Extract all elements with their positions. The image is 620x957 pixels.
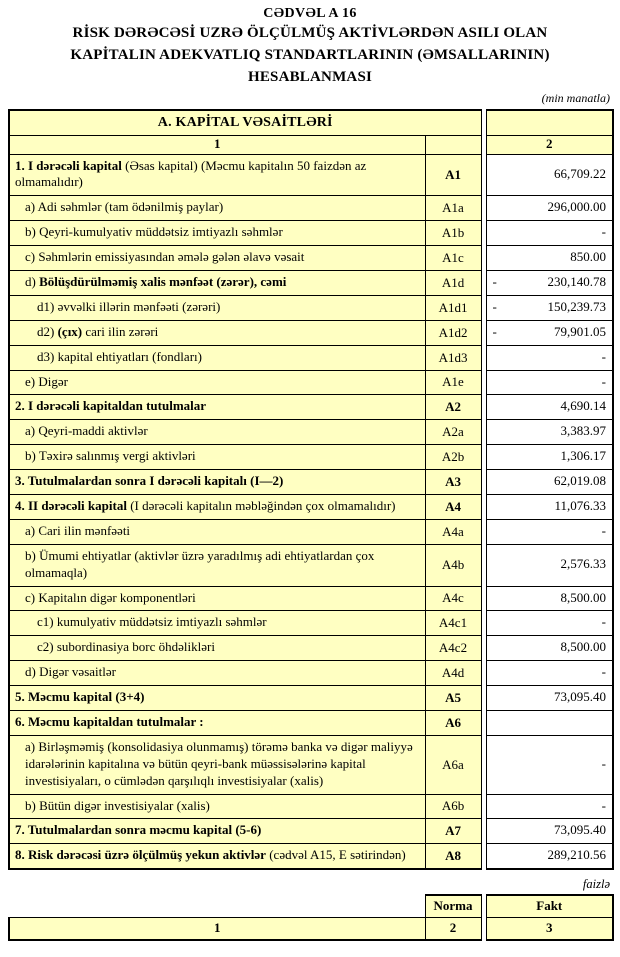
row-label-pre: d1) əvvəlki illərin mənfəəti (zərəri) [37, 298, 221, 314]
row-label-pre: c) Kapitalın digər komponentləri [25, 589, 196, 605]
fakt-header: Fakt [486, 895, 613, 918]
row-label-pre: a) Qeyri-maddi aktivlər [25, 423, 148, 439]
row-code: A4c1 [425, 611, 481, 636]
row-code: A1b [425, 221, 481, 246]
value-amount: 11,076.33 [554, 497, 607, 513]
footer-col-number-2: 2 [425, 918, 481, 941]
row-value [486, 544, 613, 586]
row-value [486, 154, 613, 196]
row-value [486, 196, 613, 221]
value-amount: 8,500.00 [560, 639, 607, 655]
row-label-cell [9, 470, 425, 495]
row-code: A4d [425, 661, 481, 686]
row-value [486, 519, 613, 544]
row-code: A4 [425, 494, 481, 519]
table-row [9, 320, 613, 345]
norma-header: Norma [425, 895, 481, 918]
value-minus-sign: - [492, 298, 497, 314]
row-label-pre: a) Cari ilin mənfəəti [25, 522, 131, 538]
table-row [9, 345, 613, 370]
row-code: A1d [425, 270, 481, 295]
row-code: A1a [425, 196, 481, 221]
capital-table-body [9, 110, 613, 869]
col-number-1: 1 [9, 136, 425, 154]
table-row [9, 154, 613, 196]
capital-table [8, 109, 614, 870]
row-value [486, 295, 613, 320]
row-code: A7 [425, 819, 481, 844]
table-row [9, 395, 613, 420]
row-label-cell [9, 686, 425, 711]
row-label-cell [9, 544, 425, 586]
table-row [9, 844, 613, 869]
value-amount: 73,095.40 [554, 822, 607, 838]
row-label-pre: d3) kapital ehtiyatları (fondları) [37, 348, 202, 364]
table-row [9, 221, 613, 246]
row-label-cell [9, 420, 425, 445]
row-code: A1d1 [425, 295, 481, 320]
row-label-bold: 4. II dərəcəli kapital [15, 497, 127, 513]
row-label-cell [9, 445, 425, 470]
row-value [486, 420, 613, 445]
row-code: A4b [425, 544, 481, 586]
row-value [486, 661, 613, 686]
row-label-pre: d2) [37, 323, 58, 339]
value-amount: - [601, 664, 607, 680]
row-label-bold: 7. Tutulmalardan sonra məcmu kapital (5-6) [15, 822, 262, 838]
value-minus-sign: - [492, 323, 497, 339]
spacer-cell [9, 895, 425, 918]
row-value [486, 494, 613, 519]
row-value [486, 395, 613, 420]
row-code: A6 [425, 710, 481, 735]
row-code: A1e [425, 370, 481, 395]
row-value [486, 470, 613, 495]
row-label-pre: b) Bütün digər investisiyalar (xalis) [25, 797, 210, 813]
page-title-line-2: KAPİTALIN ADEKVATLIQ STANDARTLARININ (ƏMSALLARININ) [70, 46, 550, 63]
row-label-pre: a) Birləşməmiş (konsolidasiya olunmamış) törəmə banka və digər maliyyə idarələrinin kapitalına və bütün qeyri-bank müəssisələrinə kapital investisiyaları, o cümlədən qarşılıqlı investisiyalar (xalis) [25, 738, 413, 788]
page-title [8, 23, 612, 88]
table-row [9, 246, 613, 271]
row-value [486, 345, 613, 370]
value-amount: 850.00 [570, 249, 607, 265]
page-title-line-1: RİSK DƏRƏCƏSİ UZRƏ ÖLÇÜLMÜŞ AKTİVLƏRDƏN ASILI OLAN [72, 25, 548, 41]
row-label-cell [9, 345, 425, 370]
row-label-cell [9, 221, 425, 246]
row-label-rest: (cədvəl A15, E sətirindən) [265, 847, 406, 863]
value-amount: 73,095.40 [554, 689, 607, 705]
value-amount: 296,000.00 [547, 199, 607, 215]
row-code: A4a [425, 519, 481, 544]
table-row [9, 445, 613, 470]
row-label-bold: 5. Məcmu kapital (3+4) [15, 689, 145, 705]
row-label-rest: (Əsas kapital) (Məcmu kapitalın 50 faizdən az olmamalıdır) [15, 157, 367, 190]
row-code: A4c2 [425, 636, 481, 661]
table-row [9, 794, 613, 819]
table-row [9, 710, 613, 735]
section-header: A. KAPİTAL VƏSAİTLƏRİ [9, 110, 481, 136]
row-label-cell [9, 295, 425, 320]
row-code: A1 [425, 154, 481, 196]
row-code: A2a [425, 420, 481, 445]
value-amount: 3,383.97 [560, 423, 607, 439]
row-value [486, 221, 613, 246]
row-label-cell [9, 586, 425, 611]
value-amount: - [601, 522, 607, 538]
table-header-row [9, 110, 613, 136]
row-label-pre: e) Digər [25, 373, 68, 389]
value-header-cell [486, 110, 613, 136]
row-code: A1d3 [425, 345, 481, 370]
row-value [486, 686, 613, 711]
row-code: A4c [425, 586, 481, 611]
row-label-cell [9, 320, 425, 345]
row-label-bold: 6. Məcmu kapitaldan tutulmalar : [15, 713, 204, 729]
row-label-cell [9, 661, 425, 686]
row-label-bold: 8. Risk dərəcəsi üzrə ölçülmüş yekun aktivlər [15, 847, 266, 863]
row-value [486, 819, 613, 844]
row-label-pre: d) [25, 273, 40, 289]
value-amount: - [601, 614, 607, 630]
footer-col-number-1: 1 [9, 918, 425, 941]
value-amount: - [601, 797, 607, 813]
row-label-pre: a) Adi səhmlər (tam ödənilmiş paylar) [25, 199, 224, 215]
value-amount: - [601, 373, 607, 389]
row-value [486, 794, 613, 819]
row-code: A5 [425, 686, 481, 711]
row-value [486, 611, 613, 636]
value-amount: 66,709.22 [554, 165, 607, 181]
value-amount: - [601, 224, 607, 240]
value-amount: 289,210.56 [547, 847, 607, 863]
value-amount: - [601, 348, 607, 364]
value-amount: 8,500.00 [560, 589, 607, 605]
row-label-rest: cari ilin zərəri [82, 323, 159, 339]
row-label-cell [9, 636, 425, 661]
norma-fakt-table [8, 894, 614, 941]
footer-col-number-3: 3 [486, 918, 613, 941]
value-amount: 1,306.17 [560, 448, 607, 464]
norma-fakt-header-row [9, 895, 613, 918]
column-number-row [9, 136, 613, 154]
row-label-cell [9, 794, 425, 819]
table-row [9, 196, 613, 221]
row-label-cell [9, 735, 425, 794]
row-code: A6a [425, 735, 481, 794]
table-row [9, 270, 613, 295]
col-number-mid [425, 136, 481, 154]
row-label-bold: (çıx) [57, 323, 83, 339]
value-amount: 2,576.33 [560, 556, 607, 572]
row-label-cell [9, 611, 425, 636]
table-row [9, 544, 613, 586]
table-row [9, 494, 613, 519]
row-code: A1d2 [425, 320, 481, 345]
row-value [486, 636, 613, 661]
row-label-cell [9, 494, 425, 519]
row-value [486, 370, 613, 395]
row-code: A3 [425, 470, 481, 495]
row-value [486, 710, 613, 735]
table-row [9, 686, 613, 711]
value-amount: - [601, 755, 607, 771]
table-row [9, 470, 613, 495]
row-label-pre: b) Qeyri-kumulyativ müddətsiz imtiyazlı səhmlər [25, 224, 283, 240]
table-row [9, 735, 613, 794]
table-row [9, 611, 613, 636]
row-label-bold: Bölüşdürülməmiş xalis mənfəət (zərər), cəmi [39, 273, 287, 289]
row-label-cell [9, 395, 425, 420]
row-value [486, 844, 613, 869]
row-label-bold: 2. I dərəcəli kapitaldan tutulmalar [15, 398, 207, 414]
row-code: A8 [425, 844, 481, 869]
row-label-pre: c) Səhmlərin emissiyasından əmələ gələn əlavə vəsait [25, 249, 305, 265]
row-label-cell [9, 370, 425, 395]
row-label-pre: d) Digər vəsaitlər [25, 664, 116, 680]
table-row [9, 519, 613, 544]
row-code: A2b [425, 445, 481, 470]
percent-note: faizlə [582, 877, 610, 892]
table-row [9, 586, 613, 611]
row-value [486, 586, 613, 611]
table-row [9, 819, 613, 844]
row-code: A6b [425, 794, 481, 819]
table-row [9, 420, 613, 445]
row-label-rest: (I dərəcəli kapitalın məbləğindən çox olmamalıdır) [126, 497, 396, 513]
value-minus-sign: - [492, 273, 497, 289]
row-label-cell [9, 196, 425, 221]
unit-note: (min manatla) [541, 91, 610, 106]
row-code: A2 [425, 395, 481, 420]
value-amount: 4,690.14 [560, 398, 607, 414]
table-row [9, 370, 613, 395]
row-code: A1c [425, 246, 481, 271]
row-value [486, 320, 613, 345]
value-amount: 150,239.73 [547, 298, 607, 314]
norma-fakt-number-row [9, 918, 613, 941]
row-label-pre: b) Təxirə salınmış vergi aktivləri [25, 448, 196, 464]
row-label-cell [9, 246, 425, 271]
table-row [9, 636, 613, 661]
table-caption: CƏDVƏL A 16 [263, 6, 357, 21]
row-value [486, 246, 613, 271]
row-label-pre: b) Ümumi ehtiyatlar (aktivlər üzrə yaradılmış adi ehtiyatlardan çox olmamaqla) [25, 547, 375, 580]
value-amount: 79,901.05 [554, 323, 607, 339]
row-value [486, 735, 613, 794]
row-label-cell [9, 154, 425, 196]
col-number-2: 2 [486, 136, 613, 154]
row-value [486, 445, 613, 470]
row-label-pre: c1) kumulyativ müddətsiz imtiyazlı səhmlər [37, 614, 267, 630]
row-label-cell [9, 519, 425, 544]
row-value [486, 270, 613, 295]
value-amount: 62,019.08 [554, 473, 607, 489]
value-amount: 230,140.78 [547, 273, 607, 289]
table-row [9, 295, 613, 320]
row-label-bold: 3. Tutulmalardan sonra I dərəcəli kapitalı (I—2) [15, 473, 284, 489]
row-label-cell [9, 710, 425, 735]
row-label-bold: 1. I dərəcəli kapital [15, 157, 122, 173]
table-row [9, 661, 613, 686]
row-label-cell [9, 844, 425, 869]
row-label-cell [9, 270, 425, 295]
row-label-pre: c2) subordinasiya borc öhdəlikləri [37, 639, 215, 655]
page-title-line-3: HESABLANMASI [247, 68, 373, 85]
row-label-cell [9, 819, 425, 844]
